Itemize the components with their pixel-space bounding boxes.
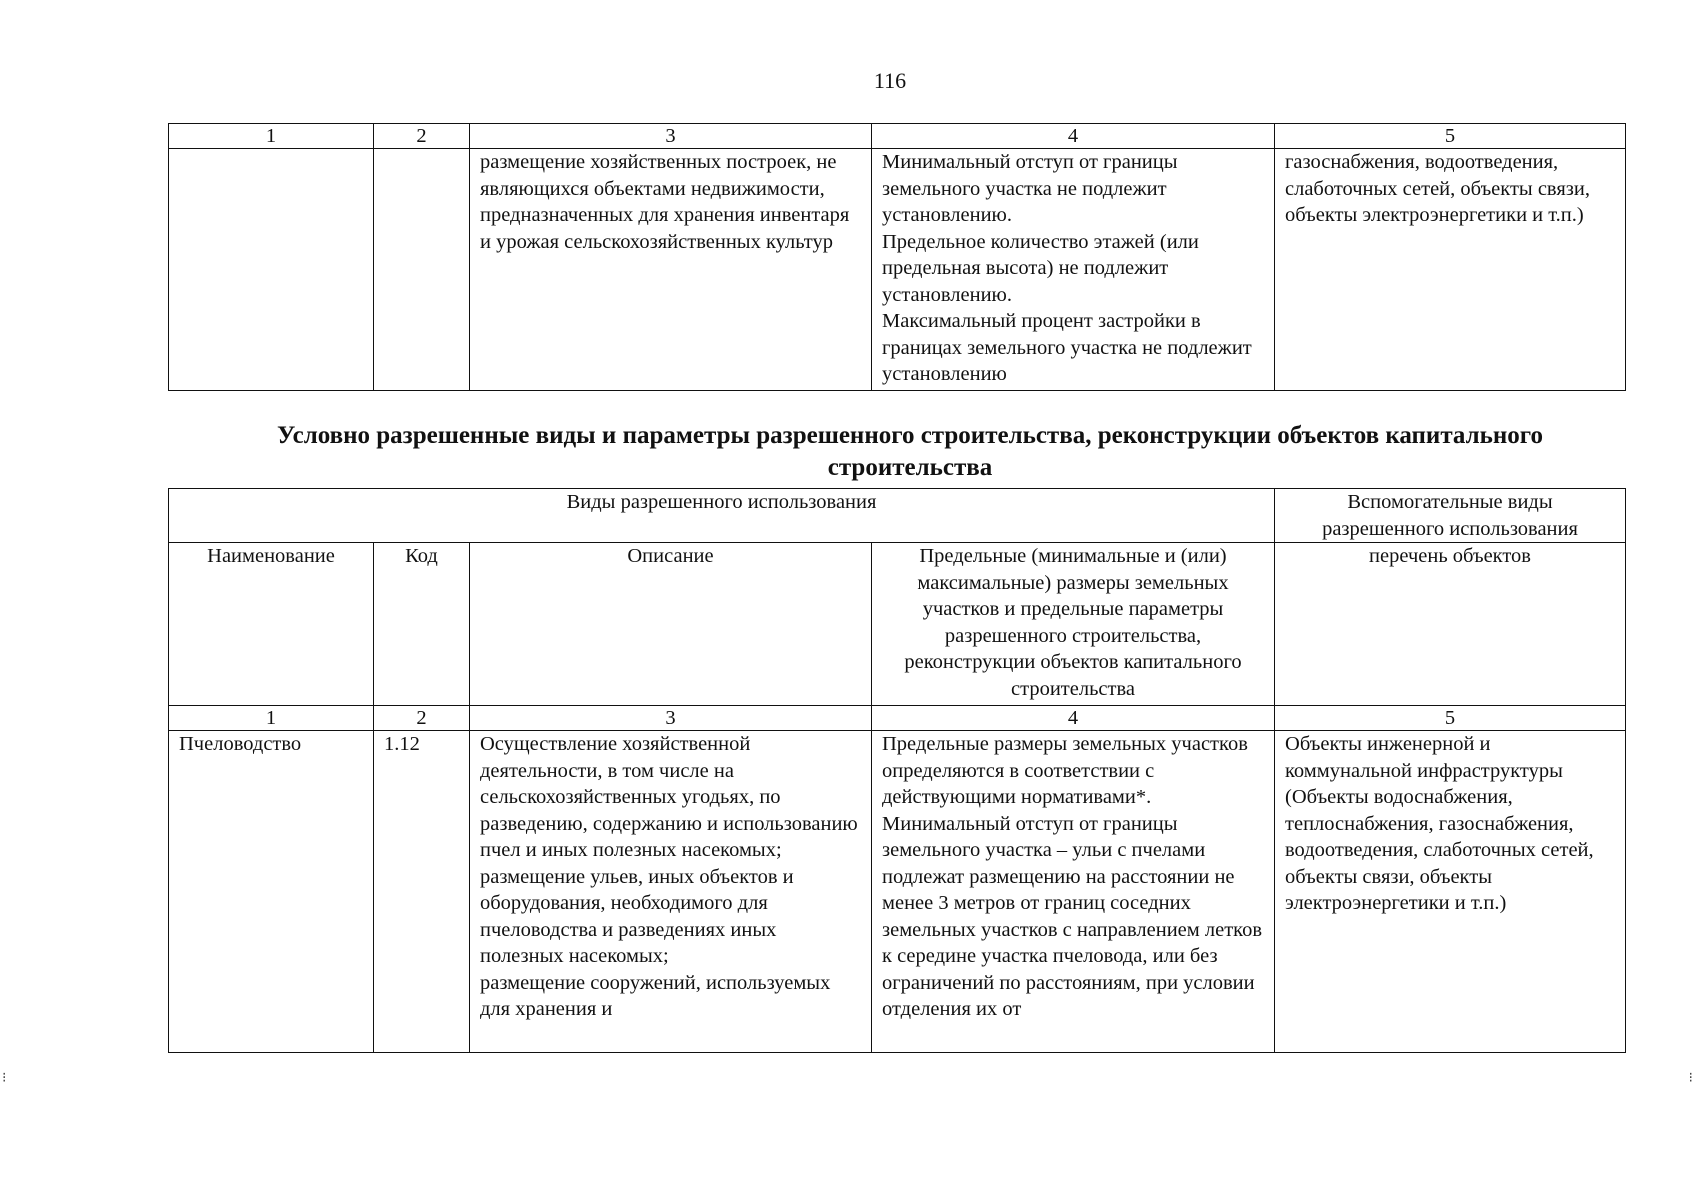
column-number: 4 [872, 706, 1275, 731]
description-cell [470, 731, 872, 1053]
page-number: 116 [873, 68, 907, 93]
code-cell: 1.12 [374, 731, 470, 1053]
column-number: 5 [1275, 706, 1626, 731]
header-code: Код [374, 543, 470, 706]
header-columns-row [169, 543, 1626, 706]
header-name: Наименование [169, 543, 374, 706]
description-line: Осуществление хозяйственной деятельности, в том числе на сельскохозяйственных угодьях, по разведению, содержанию и использованию пчел и иных полезных насекомых; [480, 733, 858, 861]
header-params: Предельные (минимальные и (или) максимальные) размеры земельных участков и предельные параметры разрешенного строительства, реконструкции объектов капитального строительства [872, 543, 1275, 706]
param-line: Предельные размеры земельных участков определяются в соответствии с действующими нормативами*. [882, 733, 1248, 808]
column-number: 2 [374, 124, 470, 149]
name-cell: Пчеловодство [169, 731, 374, 1053]
continuation-table [168, 123, 1626, 391]
param-line: Минимальный отступ от границы земельного участка не подлежит установлению. [882, 151, 1178, 226]
param-line: Минимальный отступ от границы земельного участка – ульи с пчелами подлежат размещению на расстоянии не менее 3 метров от границ соседних земельных участков с направлением летков к середине участка пчеловода, или без ограничений по расстояниям, при условии отделения их от [882, 812, 1263, 1020]
column-number: 3 [470, 124, 872, 149]
auxiliary-cell: Объекты инженерной и коммунальной инфраструктуры (Объекты водоснабжения, теплоснабжения, газоснабжения, водоотведения, слаботочных сетей, объекты связи, объекты электроэнергетики и т.п.) [1275, 731, 1626, 1053]
scan-edge-mark-left: ⁝ [2, 1071, 7, 1086]
auxiliary-cell: газоснабжения, водоотведения, слаботочных сетей, объекты связи, объекты электроэнергетики и т.п.) [1275, 149, 1626, 391]
header-description: Описание [470, 543, 872, 706]
header-group-row [169, 489, 1626, 543]
description-line: размещение ульев, иных объектов и оборудования, необходимого для пчеловодства и разведениях иных полезных насекомых; [480, 865, 794, 967]
column-number: 4 [872, 124, 1275, 149]
column-number: 1 [169, 124, 374, 149]
column-number-row [169, 124, 1626, 149]
param-line: Максимальный процент застройки в границах земельного участка не подлежит установлению [882, 310, 1252, 385]
header-aux: Вспомогательные виды разрешенного использования [1275, 489, 1626, 543]
param-line: Предельное количество этажей (или предельная высота) не подлежит установлению. [882, 230, 1199, 306]
section-title: Условно разрешенные виды и параметры разрешенного строительства, реконструкции объектов капитального строительства [276, 422, 1544, 481]
scan-edge-mark-right: ⁝ [1688, 1071, 1693, 1086]
header-aux-list: перечень объектов [1275, 543, 1626, 706]
column-number: 5 [1275, 124, 1626, 149]
name-cell [169, 149, 374, 391]
header-main: Виды разрешенного использования [169, 489, 1275, 543]
table-row [169, 731, 1626, 1053]
conditional-uses-table [168, 488, 1626, 1053]
description-cell: размещение хозяйственных построек, не являющихся объектами недвижимости, предназначенных для хранения инвентаря и урожая сельскохозяйственных культур [470, 149, 872, 391]
column-number: 1 [169, 706, 374, 731]
code-cell [374, 149, 470, 391]
params-cell [872, 731, 1275, 1053]
description-line: размещение сооружений, используемых для хранения и [480, 971, 831, 1020]
column-number: 2 [374, 706, 470, 731]
column-number: 3 [470, 706, 872, 731]
column-number-row [169, 706, 1626, 731]
table-row [169, 149, 1626, 391]
params-cell [872, 149, 1275, 391]
